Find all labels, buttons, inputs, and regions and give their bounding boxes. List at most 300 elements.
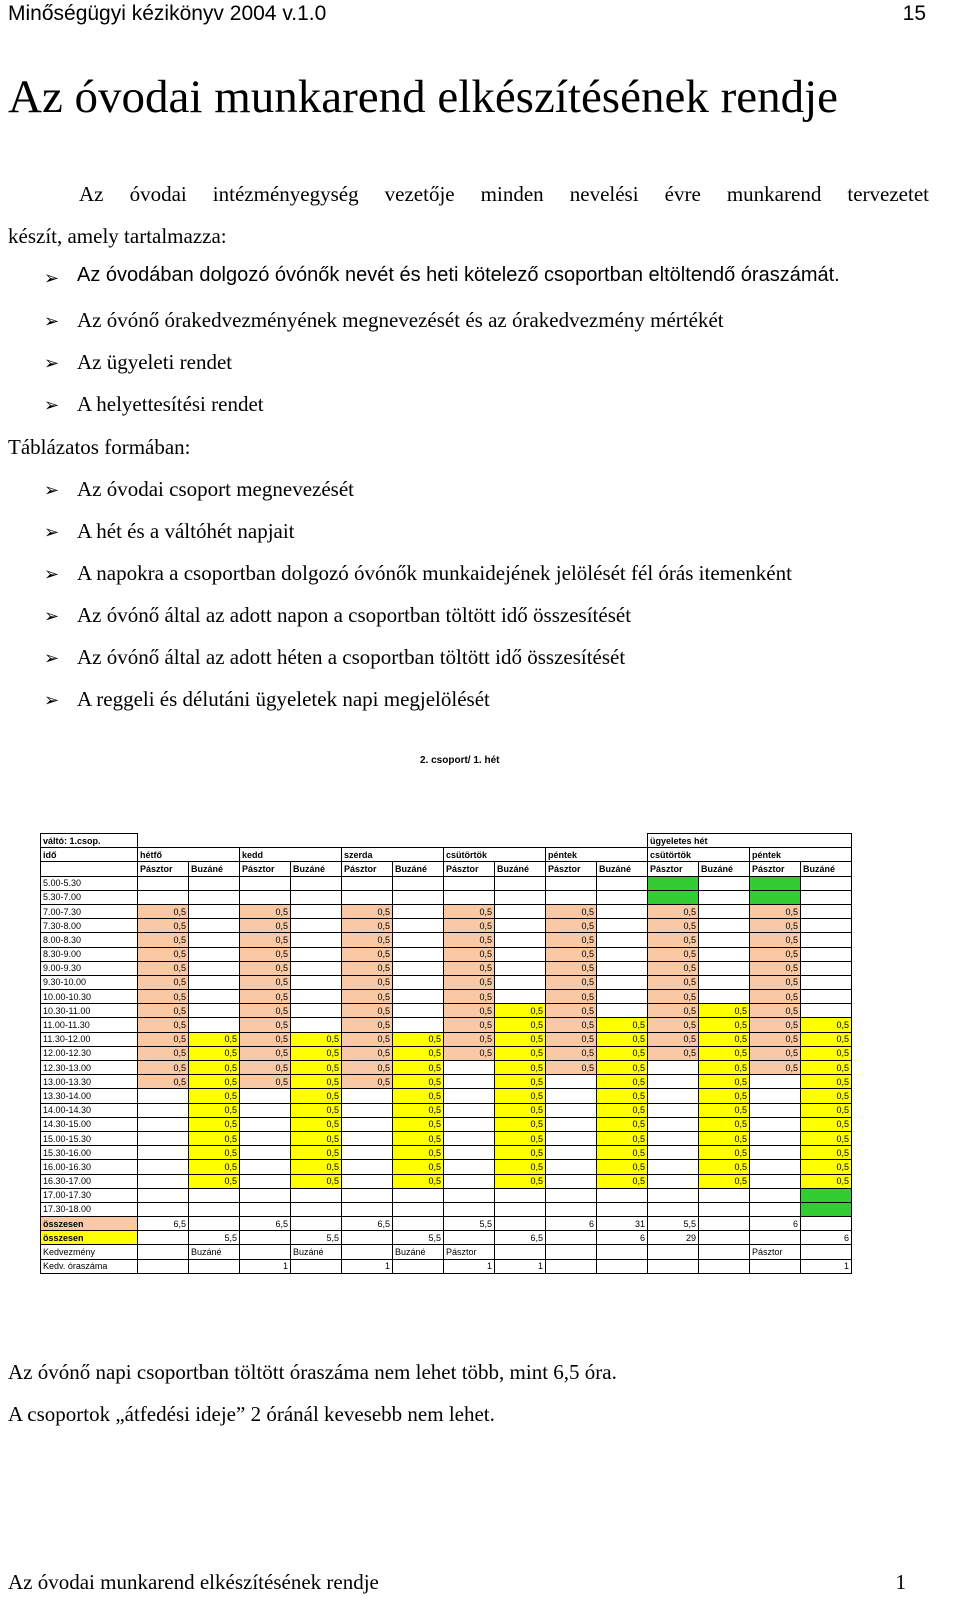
half-hour-cell: 0,5	[546, 1004, 597, 1018]
table-cell	[189, 1259, 240, 1273]
table-cell	[750, 1231, 801, 1245]
table-cell	[291, 919, 342, 933]
table-row	[41, 961, 852, 975]
table-cell	[495, 933, 546, 947]
table-cell	[648, 1160, 699, 1174]
half-hour-cell: 0,5	[393, 1032, 444, 1046]
page-footer	[8, 1570, 906, 1595]
half-hour-cell: 0,5	[699, 1018, 750, 1032]
table-cell	[240, 1245, 291, 1259]
half-hour-cell: 0,5	[801, 1018, 852, 1032]
half-hour-cell: 0,5	[699, 1004, 750, 1018]
table-cell	[648, 1245, 699, 1259]
table-row	[41, 876, 852, 890]
teacher-name: Pásztor	[138, 862, 189, 876]
half-hour-cell: 0,5	[546, 919, 597, 933]
half-hour-cell: 0,5	[495, 1046, 546, 1060]
table-cell	[444, 890, 495, 904]
table-cell	[495, 990, 546, 1004]
half-hour-cell: 0,5	[597, 1061, 648, 1075]
half-hour-cell: 0,5	[444, 1004, 495, 1018]
table-row	[41, 1089, 852, 1103]
discount-hours: 1	[444, 1259, 495, 1273]
table-cell	[648, 1075, 699, 1089]
half-hour-cell: 0,5	[495, 1103, 546, 1117]
table-row	[41, 1160, 852, 1174]
half-hour-cell: 0,5	[291, 1103, 342, 1117]
half-hour-cell: 0,5	[546, 904, 597, 918]
half-hour-cell: 0,5	[393, 1131, 444, 1145]
table-cell	[495, 876, 546, 890]
half-hour-cell: 0,5	[393, 1061, 444, 1075]
table-cell	[444, 1061, 495, 1075]
half-hour-cell: 0,5	[801, 1174, 852, 1188]
table-cell	[546, 1075, 597, 1089]
half-hour-cell: 0,5	[801, 1160, 852, 1174]
bullet-item: A hét és a váltóhét napjait	[77, 519, 295, 543]
duty-cell	[801, 1188, 852, 1202]
half-hour-cell: 0,5	[546, 1032, 597, 1046]
group-label: váltó: 1.csop.	[41, 834, 138, 848]
half-hour-cell: 0,5	[189, 1061, 240, 1075]
bullet-item: A helyettesítési rendet	[77, 392, 264, 416]
table-cell	[597, 1245, 648, 1259]
half-hour-cell: 0,5	[189, 1089, 240, 1103]
teacher-name: Buzáné	[189, 862, 240, 876]
table-cell	[699, 975, 750, 989]
table-cell	[495, 1217, 546, 1231]
table-cell	[138, 1117, 189, 1131]
table-row	[41, 1018, 852, 1032]
table-cell	[240, 1089, 291, 1103]
time-slot: 11.30-12.00	[41, 1032, 138, 1046]
table-cell	[801, 1004, 852, 1018]
table-cell	[495, 919, 546, 933]
sum-value: 5,5	[393, 1231, 444, 1245]
half-hour-cell: 0,5	[597, 1018, 648, 1032]
table-cell	[801, 876, 852, 890]
half-hour-cell: 0,5	[597, 1160, 648, 1174]
table-cell	[597, 961, 648, 975]
bullet-arrow-icon: ➢	[44, 606, 60, 627]
time-slot: 11.00-11.30	[41, 1018, 138, 1032]
half-hour-cell: 0,5	[495, 1160, 546, 1174]
sum-value: 5,5	[648, 1217, 699, 1231]
sum-value: 29	[648, 1231, 699, 1245]
table-cell	[342, 1160, 393, 1174]
table-cell	[801, 947, 852, 961]
half-hour-cell: 0,5	[240, 1075, 291, 1089]
sum-value: 5,5	[189, 1231, 240, 1245]
half-hour-cell: 0,5	[189, 1117, 240, 1131]
half-hour-cell: 0,5	[240, 919, 291, 933]
table-cell	[342, 1245, 393, 1259]
figure-title: 2. csoport/ 1. hét	[420, 755, 500, 766]
table-cell	[240, 1174, 291, 1188]
table-row	[41, 1131, 852, 1145]
table-cell	[444, 1146, 495, 1160]
half-hour-cell: 0,5	[648, 904, 699, 918]
half-hour-cell: 0,5	[597, 1103, 648, 1117]
table-cell	[597, 947, 648, 961]
table-cell	[138, 1160, 189, 1174]
half-hour-cell: 0,5	[138, 1004, 189, 1018]
table-cell	[699, 947, 750, 961]
teacher-name: Pásztor	[648, 862, 699, 876]
table-cell	[750, 1075, 801, 1089]
half-hour-cell: 0,5	[444, 904, 495, 918]
table-cell	[342, 1089, 393, 1103]
half-hour-cell: 0,5	[240, 933, 291, 947]
table-cell	[750, 1103, 801, 1117]
half-hour-cell: 0,5	[291, 1174, 342, 1188]
table-cell	[699, 876, 750, 890]
table-row	[41, 890, 852, 904]
table-cell	[393, 904, 444, 918]
half-hour-cell: 0,5	[291, 1160, 342, 1174]
half-hour-cell: 0,5	[750, 1061, 801, 1075]
half-hour-cell: 0,5	[444, 975, 495, 989]
table-cell	[597, 876, 648, 890]
duty-cell	[648, 876, 699, 890]
table-cell	[189, 1018, 240, 1032]
half-hour-cell: 0,5	[138, 919, 189, 933]
discount-hours: 1	[240, 1259, 291, 1273]
table-cell	[699, 890, 750, 904]
table-cell	[495, 904, 546, 918]
table-row	[41, 1188, 852, 1202]
time-slot: 16.00-16.30	[41, 1160, 138, 1174]
half-hour-cell: 0,5	[801, 1131, 852, 1145]
teacher-name: Pásztor	[240, 862, 291, 876]
table-cell	[546, 1117, 597, 1131]
table-row	[41, 990, 852, 1004]
table-cell	[495, 1188, 546, 1202]
half-hour-cell: 0,5	[444, 1046, 495, 1060]
day-header: csütörtök	[444, 848, 546, 862]
table-row	[41, 1032, 852, 1046]
table-cell	[189, 1188, 240, 1202]
half-hour-cell: 0,5	[342, 975, 393, 989]
half-hour-cell: 0,5	[597, 1117, 648, 1131]
table-cell	[597, 975, 648, 989]
half-hour-cell: 0,5	[444, 1018, 495, 1032]
table-cell	[444, 1188, 495, 1202]
half-hour-cell: 0,5	[495, 1032, 546, 1046]
half-hour-cell: 0,5	[546, 947, 597, 961]
table-cell	[189, 961, 240, 975]
half-hour-cell: 0,5	[750, 990, 801, 1004]
table-cell	[597, 1259, 648, 1273]
table-cell	[699, 1202, 750, 1216]
teacher-name: Buzáné	[393, 862, 444, 876]
half-hour-cell: 0,5	[750, 975, 801, 989]
half-hour-cell: 0,5	[444, 947, 495, 961]
table-cell	[138, 876, 189, 890]
sum-value: 6	[597, 1231, 648, 1245]
half-hour-cell: 0,5	[240, 1061, 291, 1075]
table-cell	[444, 1231, 495, 1245]
discount-hours: 1	[801, 1259, 852, 1273]
table-cell	[138, 834, 648, 848]
table-cell	[291, 961, 342, 975]
half-hour-cell: 0,5	[699, 1174, 750, 1188]
document-title: Minőségügyi kézikönyv 2004 v.1.0	[8, 2, 327, 25]
half-hour-cell: 0,5	[750, 1046, 801, 1060]
table-cell	[750, 1117, 801, 1131]
half-hour-cell: 0,5	[597, 1146, 648, 1160]
half-hour-cell: 0,5	[444, 1032, 495, 1046]
table-cell	[138, 1231, 189, 1245]
sum-value: 6,5	[342, 1217, 393, 1231]
half-hour-cell: 0,5	[342, 1004, 393, 1018]
table-cell	[393, 1259, 444, 1273]
half-hour-cell: 0,5	[750, 933, 801, 947]
half-hour-cell: 0,5	[495, 1174, 546, 1188]
table-cell	[801, 904, 852, 918]
half-hour-cell: 0,5	[750, 1032, 801, 1046]
half-hour-cell: 0,5	[801, 1146, 852, 1160]
discount-name: Pásztor	[750, 1245, 801, 1259]
table-cell	[240, 890, 291, 904]
half-hour-cell: 0,5	[189, 1046, 240, 1060]
table-cell	[495, 975, 546, 989]
table-cell	[291, 947, 342, 961]
half-hour-cell: 0,5	[189, 1146, 240, 1160]
table-cell	[597, 1202, 648, 1216]
table-row	[41, 1046, 852, 1060]
table-cell	[546, 1131, 597, 1145]
half-hour-cell: 0,5	[291, 1117, 342, 1131]
half-hour-cell: 0,5	[342, 1032, 393, 1046]
half-hour-cell: 0,5	[342, 919, 393, 933]
table-cell	[240, 1146, 291, 1160]
time-slot: 10.00-10.30	[41, 990, 138, 1004]
note-max-hours: Az óvónő napi csoportban töltött óraszáma nem lehet több, mint 6,5 óra.	[8, 1360, 617, 1384]
half-hour-cell: 0,5	[240, 990, 291, 1004]
half-hour-cell: 0,5	[648, 1032, 699, 1046]
table-cell	[750, 1202, 801, 1216]
half-hour-cell: 0,5	[801, 1103, 852, 1117]
table-row	[41, 904, 852, 918]
half-hour-cell: 0,5	[699, 1089, 750, 1103]
table-cell	[342, 1188, 393, 1202]
half-hour-cell: 0,5	[291, 1075, 342, 1089]
table-cell	[699, 961, 750, 975]
duty-cell	[801, 1202, 852, 1216]
table-cell	[240, 1188, 291, 1202]
half-hour-cell: 0,5	[750, 1018, 801, 1032]
half-hour-cell: 0,5	[240, 1018, 291, 1032]
half-hour-cell: 0,5	[342, 1018, 393, 1032]
table-cell	[699, 1259, 750, 1273]
bullet-arrow-icon: ➢	[44, 268, 60, 289]
half-hour-cell: 0,5	[342, 947, 393, 961]
table-cell	[342, 890, 393, 904]
half-hour-cell: 0,5	[189, 1103, 240, 1117]
table-cell	[291, 933, 342, 947]
half-hour-cell: 0,5	[291, 1046, 342, 1060]
table-cell	[750, 1160, 801, 1174]
time-column-header: idő	[41, 848, 138, 862]
half-hour-cell: 0,5	[648, 990, 699, 1004]
half-hour-cell: 0,5	[699, 1131, 750, 1145]
table-cell	[138, 1103, 189, 1117]
table-cell	[546, 1259, 597, 1273]
half-hour-cell: 0,5	[393, 1146, 444, 1160]
table-cell	[648, 1117, 699, 1131]
table-row	[41, 1259, 852, 1273]
table-row	[41, 1217, 852, 1231]
sum-value: 6,5	[240, 1217, 291, 1231]
table-cell	[750, 1174, 801, 1188]
teacher-name: Buzáné	[699, 862, 750, 876]
table-cell	[801, 919, 852, 933]
table-cell	[444, 1131, 495, 1145]
table-cell	[495, 1202, 546, 1216]
half-hour-cell: 0,5	[138, 1032, 189, 1046]
half-hour-cell: 0,5	[495, 1146, 546, 1160]
half-hour-cell: 0,5	[495, 1131, 546, 1145]
table-cell	[546, 1231, 597, 1245]
half-hour-cell: 0,5	[393, 1089, 444, 1103]
discount-hours-label: Kedv. óraszáma	[41, 1259, 138, 1273]
half-hour-cell: 0,5	[393, 1103, 444, 1117]
table-cell	[699, 1188, 750, 1202]
table-row	[41, 1174, 852, 1188]
table-cell	[393, 876, 444, 890]
table-cell	[597, 1188, 648, 1202]
half-hour-cell: 0,5	[699, 1046, 750, 1060]
half-hour-cell: 0,5	[291, 1061, 342, 1075]
half-hour-cell: 0,5	[189, 1174, 240, 1188]
half-hour-cell: 0,5	[750, 904, 801, 918]
table-cell	[801, 933, 852, 947]
table-cell	[699, 904, 750, 918]
table-cell	[393, 975, 444, 989]
time-slot: 17.30-18.00	[41, 1202, 138, 1216]
table-cell	[393, 1004, 444, 1018]
half-hour-cell: 0,5	[546, 961, 597, 975]
discount-label: Kedvezmény	[41, 1245, 138, 1259]
half-hour-cell: 0,5	[648, 1004, 699, 1018]
time-slot: 16.30-17.00	[41, 1174, 138, 1188]
table-cell	[597, 990, 648, 1004]
table-cell	[189, 975, 240, 989]
half-hour-cell: 0,5	[801, 1061, 852, 1075]
half-hour-cell: 0,5	[750, 1004, 801, 1018]
half-hour-cell: 0,5	[597, 1046, 648, 1060]
time-slot: 5.30-7.00	[41, 890, 138, 904]
table-cell	[342, 1103, 393, 1117]
table-cell	[393, 890, 444, 904]
table-cell	[699, 1245, 750, 1259]
table-row	[41, 1202, 852, 1216]
table-cell	[546, 1089, 597, 1103]
duty-cell	[750, 876, 801, 890]
table-cell	[291, 1018, 342, 1032]
day-header: hétfő	[138, 848, 240, 862]
table-cell	[801, 961, 852, 975]
table-cell	[699, 919, 750, 933]
teacher-name: Buzáné	[597, 862, 648, 876]
table-row	[41, 975, 852, 989]
table-cell	[291, 975, 342, 989]
bullet-item: A reggeli és délutáni ügyeletek napi megjelölését	[77, 687, 490, 711]
table-cell	[342, 1146, 393, 1160]
table-cell	[393, 1188, 444, 1202]
table-cell	[648, 1259, 699, 1273]
teacher-name: Pásztor	[546, 862, 597, 876]
half-hour-cell: 0,5	[342, 1075, 393, 1089]
bullet-arrow-icon: ➢	[44, 395, 60, 416]
table-cell	[138, 1174, 189, 1188]
table-cell	[138, 890, 189, 904]
half-hour-cell: 0,5	[189, 1032, 240, 1046]
half-hour-cell: 0,5	[495, 1004, 546, 1018]
teacher-name: Buzáné	[495, 862, 546, 876]
table-cell	[240, 876, 291, 890]
table-cell	[648, 1174, 699, 1188]
table-cell	[801, 1217, 852, 1231]
table-cell	[393, 961, 444, 975]
table-cell	[240, 1202, 291, 1216]
half-hour-cell: 0,5	[189, 1075, 240, 1089]
table-cell	[495, 1245, 546, 1259]
table-cell	[240, 1131, 291, 1145]
half-hour-cell: 0,5	[393, 1160, 444, 1174]
teacher-name: Pásztor	[444, 862, 495, 876]
table-cell	[291, 1259, 342, 1273]
table-cell	[444, 1075, 495, 1089]
half-hour-cell: 0,5	[342, 904, 393, 918]
table-cell	[699, 990, 750, 1004]
bullet-item: Az óvodában dolgozó óvónők nevét és heti kötelező csoportban eltöltendő óraszámát.	[77, 264, 840, 286]
table-cell	[597, 1004, 648, 1018]
half-hour-cell: 0,5	[138, 1046, 189, 1060]
table-cell	[750, 1188, 801, 1202]
table-cell	[393, 919, 444, 933]
table-cell	[444, 1174, 495, 1188]
table-intro: Táblázatos formában:	[8, 435, 191, 459]
half-hour-cell: 0,5	[495, 1061, 546, 1075]
half-hour-cell: 0,5	[801, 1046, 852, 1060]
table-cell	[648, 1089, 699, 1103]
half-hour-cell: 0,5	[750, 947, 801, 961]
half-hour-cell: 0,5	[648, 947, 699, 961]
half-hour-cell: 0,5	[240, 947, 291, 961]
table-cell	[41, 862, 138, 876]
half-hour-cell: 0,5	[138, 975, 189, 989]
half-hour-cell: 0,5	[393, 1075, 444, 1089]
discount-name: Buzáné	[393, 1245, 444, 1259]
half-hour-cell: 0,5	[342, 933, 393, 947]
half-hour-cell: 0,5	[291, 1089, 342, 1103]
time-slot: 8.00-8.30	[41, 933, 138, 947]
teacher-name: Buzáné	[291, 862, 342, 876]
table-cell	[699, 933, 750, 947]
time-slot: 10.30-11.00	[41, 1004, 138, 1018]
sum-value: 6	[546, 1217, 597, 1231]
half-hour-cell: 0,5	[648, 1046, 699, 1060]
schedule-figure	[17, 730, 917, 1330]
duty-cell	[750, 890, 801, 904]
table-cell	[597, 890, 648, 904]
half-hour-cell: 0,5	[546, 1018, 597, 1032]
time-slot: 15.00-15.30	[41, 1131, 138, 1145]
bullet-item: Az óvónő órakedvezményének megnevezését és az órakedvezmény mértékét	[77, 308, 724, 332]
time-slot: 9.30-10.00	[41, 975, 138, 989]
